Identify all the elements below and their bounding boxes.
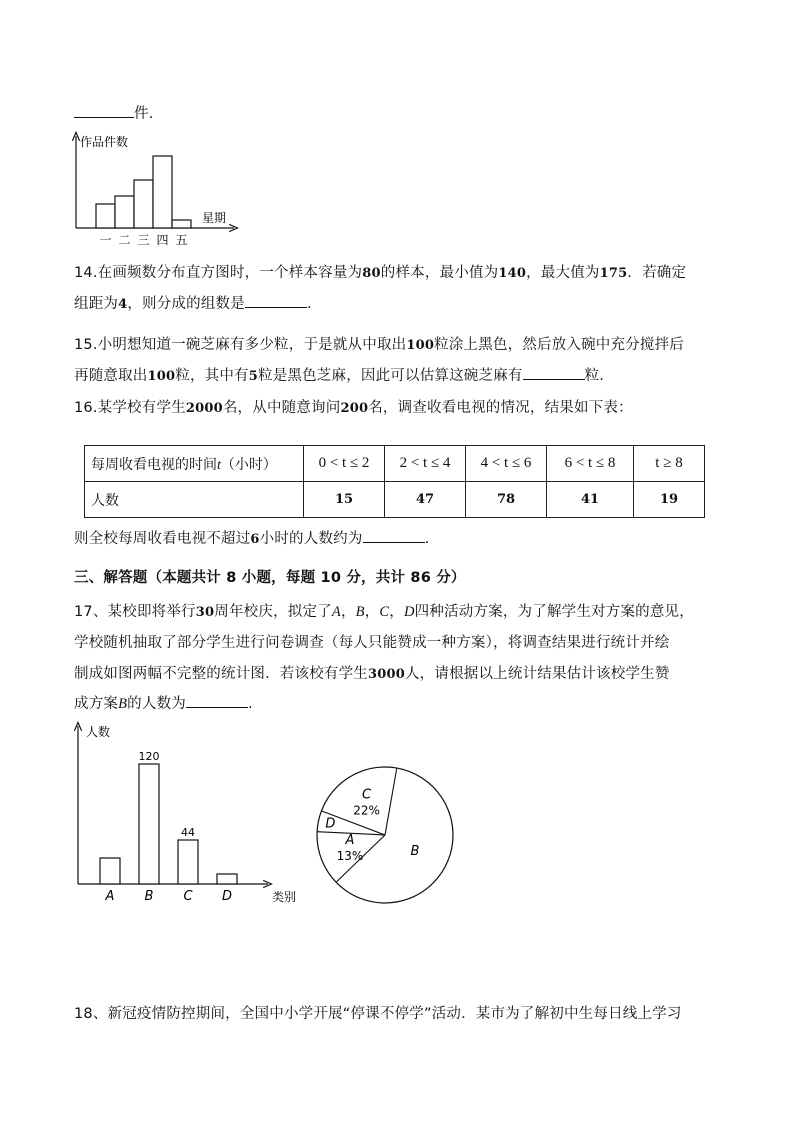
pie-slice-label: D xyxy=(325,816,336,832)
x-axis-label: 类别 xyxy=(272,890,297,904)
tick-label: 五 xyxy=(175,233,188,247)
pie-slice-label: B xyxy=(410,843,420,859)
table-cell: 19 xyxy=(634,482,705,518)
q15-line1: 15.小明想知道一碗芝麻有多少粒，于是就从中取出100粒涂上黑色，然后放入碗中充分搅拌后 xyxy=(74,337,685,353)
q17-line4: 成方案B的人数为 . xyxy=(74,692,253,713)
table-cell: 41 xyxy=(547,482,634,518)
q17-bar-chart xyxy=(66,720,316,910)
pie-slice-percent: 22% xyxy=(353,803,380,818)
section-title: 三、解答题（本题共计 8 小题，每题 10 分，共计 86 分） xyxy=(74,570,466,586)
bar xyxy=(139,764,159,884)
table-cell: 78 xyxy=(466,482,547,518)
pie-slice-label: C xyxy=(361,787,372,803)
tv-time-table xyxy=(84,445,705,518)
y-axis-label: 人数 xyxy=(86,725,111,739)
q16-line: 16.某学校有学生2000名，从中随意询问200名，调查收看电视的情况，结果如下表： xyxy=(74,400,633,416)
bar xyxy=(172,220,191,228)
bar xyxy=(96,204,115,228)
q15-line2: 再随意取出100粒，其中有5粒是黑色芝麻，因此可以估算这碗芝麻有 粒. xyxy=(74,364,604,385)
tick-label: C xyxy=(183,889,193,904)
table-row-label: 人数 xyxy=(85,482,304,518)
table-header-range: 0 < t ≤ 2 xyxy=(304,446,385,482)
q17-line3: 制成如图两幅不完整的统计图．若该校有学生3000人，请根据以上统计结果估计该校学生赞 xyxy=(74,666,670,682)
table-row xyxy=(85,482,705,518)
bar xyxy=(153,156,172,228)
q13-answer-line: 件. xyxy=(74,102,154,123)
tick-label: 二 xyxy=(118,233,131,247)
table-cell: 15 xyxy=(304,482,385,518)
answer-blank[interactable] xyxy=(523,365,585,380)
table-header-range: 2 < t ≤ 4 xyxy=(385,446,466,482)
y-axis-label: 作品件数 xyxy=(80,135,129,149)
tick-label: 三 xyxy=(137,233,150,247)
tick-label: 一 xyxy=(99,233,112,247)
x-axis-label: 星期 xyxy=(202,211,227,225)
bar xyxy=(178,840,198,884)
table-header-label: 每周收看电视的时间t（小时） xyxy=(85,446,304,482)
bar xyxy=(134,180,153,228)
q18-line: 18、新冠疫情防控期间，全国中小学开展“停课不停学”活动．某市为了解初中生每日线上学习 xyxy=(74,1006,682,1022)
q13-bar-chart xyxy=(66,130,246,250)
answer-blank[interactable] xyxy=(245,293,307,308)
pie-slice-label: A xyxy=(345,833,355,849)
answer-blank[interactable] xyxy=(186,693,248,708)
bar xyxy=(115,196,134,228)
table-header-range: t ≥ 8 xyxy=(634,446,705,482)
tick-label: D xyxy=(221,889,233,904)
q17-line2: 学校随机抽取了部分学生进行问卷调查（每人只能赞成一种方案），将调查结果进行统计并绘 xyxy=(74,635,670,651)
table-cell: 47 xyxy=(385,482,466,518)
data-label: 44 xyxy=(181,826,195,839)
q17-pie-chart xyxy=(312,762,458,908)
answer-blank[interactable] xyxy=(363,528,425,543)
q17-line1: 17、某校即将举行30周年校庆，拟定了A，B，C，D四种活动方案，为了解学生对方案的意见， xyxy=(74,604,694,620)
answer-blank[interactable] xyxy=(74,103,134,118)
q14-line1: 14.在画频数分布直方图时，一个样本容量为80的样本，最小值为140，最大值为175．若确定 xyxy=(74,265,687,281)
bar xyxy=(100,858,120,884)
tick-label: A xyxy=(105,889,115,904)
q16-after-line: 则全校每周收看电视不超过6小时的人数约为 . xyxy=(74,527,429,548)
pie-slice-percent: 13% xyxy=(336,849,364,864)
q14-line2: 组距为4，则分成的组数是 ． xyxy=(74,292,322,313)
bar xyxy=(217,874,237,884)
tick-label: B xyxy=(144,889,154,904)
table-header-range: 4 < t ≤ 6 xyxy=(466,446,547,482)
table-row xyxy=(85,446,705,482)
tick-label: 四 xyxy=(156,233,169,247)
data-label: 120 xyxy=(138,750,160,763)
table-header-range: 6 < t ≤ 8 xyxy=(547,446,634,482)
